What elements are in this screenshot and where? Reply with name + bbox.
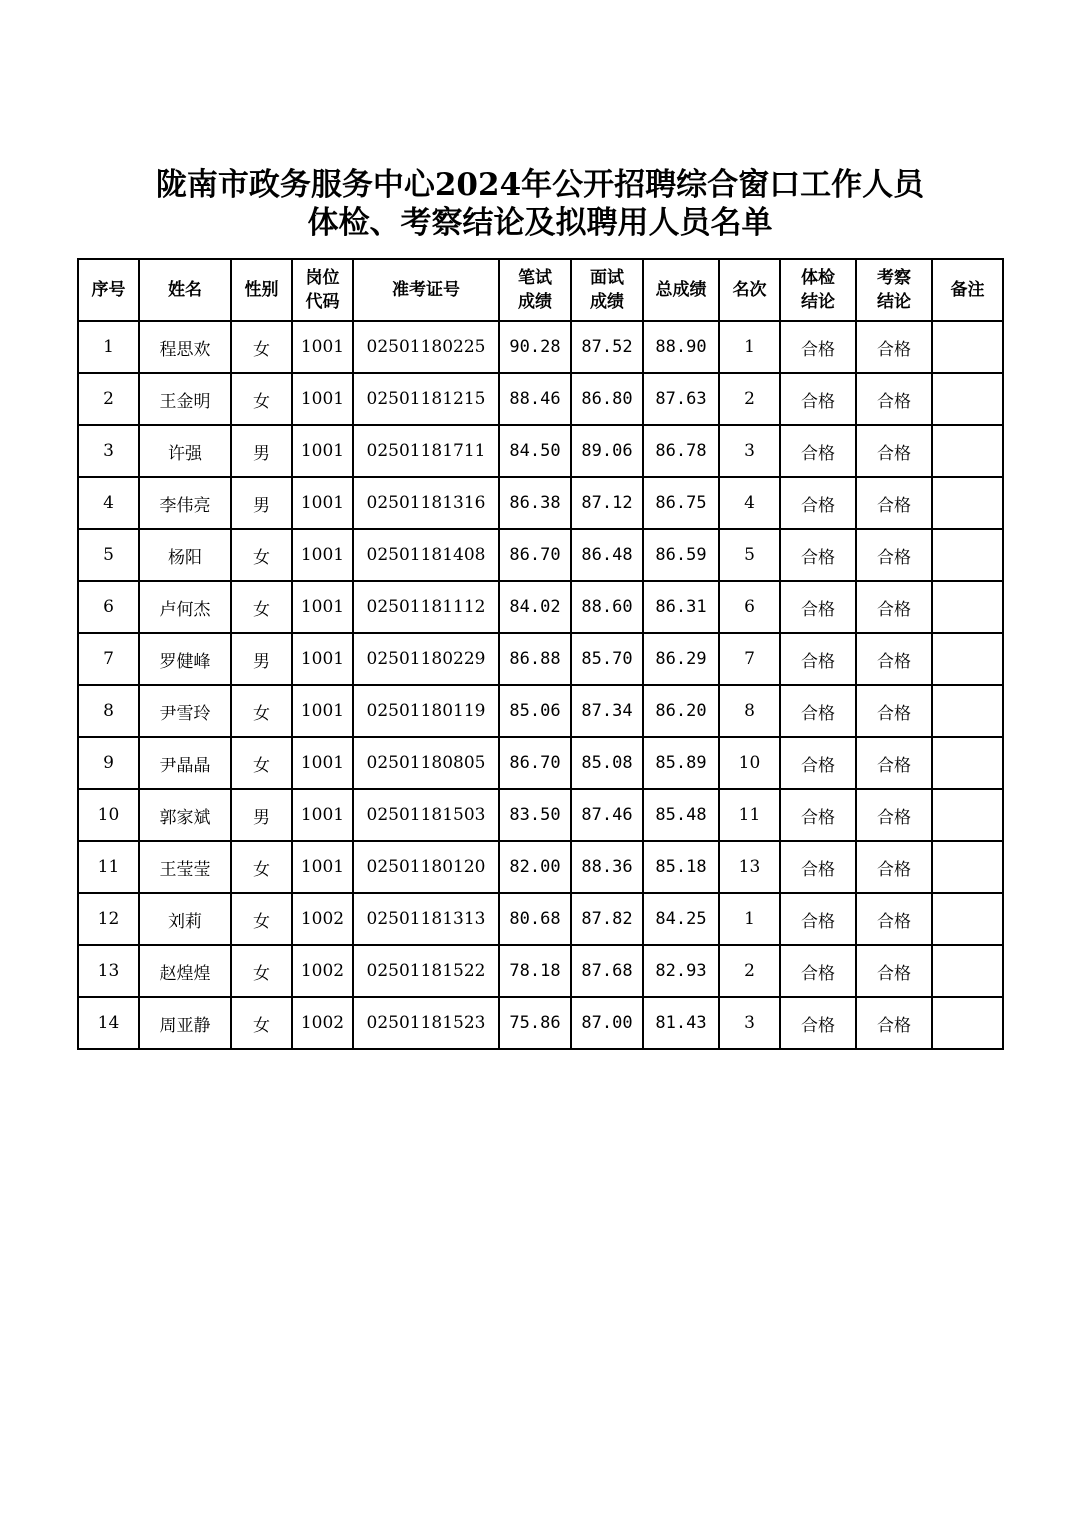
header-physical-result bbox=[780, 259, 856, 321]
cell-exam-number: 02501181112 bbox=[353, 581, 499, 633]
cell-post-code: 1001 bbox=[292, 789, 353, 841]
cell-physical-result: 合格 bbox=[780, 321, 856, 373]
cell-post-code: 1001 bbox=[292, 477, 353, 529]
cell-rank: 3 bbox=[719, 425, 780, 477]
cell-remarks bbox=[932, 841, 1003, 893]
table-row bbox=[78, 529, 1003, 581]
cell-exam-number: 02501181711 bbox=[353, 425, 499, 477]
cell-post-code: 1001 bbox=[292, 633, 353, 685]
cell-rank: 10 bbox=[719, 737, 780, 789]
cell-total-score: 87.63 bbox=[643, 373, 719, 425]
cell-written-score: 84.02 bbox=[499, 581, 571, 633]
cell-remarks bbox=[932, 737, 1003, 789]
cell-physical-result: 合格 bbox=[780, 997, 856, 1049]
cell-inspection-result: 合格 bbox=[856, 581, 932, 633]
cell-remarks bbox=[932, 529, 1003, 581]
cell-remarks bbox=[932, 425, 1003, 477]
table-row bbox=[78, 581, 1003, 633]
table-row bbox=[78, 997, 1003, 1049]
cell-gender: 女 bbox=[231, 945, 292, 997]
cell-rank: 1 bbox=[719, 893, 780, 945]
header-gender: 性别 bbox=[231, 259, 292, 321]
cell-gender: 男 bbox=[231, 477, 292, 529]
cell-physical-result: 合格 bbox=[780, 633, 856, 685]
cell-seq: 1 bbox=[78, 321, 139, 373]
table-row bbox=[78, 633, 1003, 685]
cell-exam-number: 02501181215 bbox=[353, 373, 499, 425]
cell-total-score: 85.48 bbox=[643, 789, 719, 841]
cell-interview-score: 87.52 bbox=[571, 321, 643, 373]
cell-inspection-result: 合格 bbox=[856, 893, 932, 945]
cell-total-score: 85.18 bbox=[643, 841, 719, 893]
cell-inspection-result: 合格 bbox=[856, 997, 932, 1049]
cell-remarks bbox=[932, 373, 1003, 425]
cell-rank: 2 bbox=[719, 945, 780, 997]
cell-written-score: 85.06 bbox=[499, 685, 571, 737]
header-total-score: 总成绩 bbox=[643, 259, 719, 321]
header-written-score bbox=[499, 259, 571, 321]
header-written-line2: 成绩 bbox=[518, 292, 552, 312]
cell-exam-number: 02501181316 bbox=[353, 477, 499, 529]
cell-gender: 男 bbox=[231, 633, 292, 685]
cell-remarks bbox=[932, 685, 1003, 737]
cell-physical-result: 合格 bbox=[780, 581, 856, 633]
hiring-roster-table bbox=[77, 258, 1004, 1050]
table-row bbox=[78, 685, 1003, 737]
cell-inspection-result: 合格 bbox=[856, 425, 932, 477]
cell-inspection-result: 合格 bbox=[856, 945, 932, 997]
cell-seq: 13 bbox=[78, 945, 139, 997]
cell-remarks bbox=[932, 321, 1003, 373]
cell-inspection-result: 合格 bbox=[856, 841, 932, 893]
cell-name: 许强 bbox=[139, 425, 231, 477]
cell-total-score: 86.59 bbox=[643, 529, 719, 581]
cell-rank: 6 bbox=[719, 581, 780, 633]
cell-gender: 女 bbox=[231, 997, 292, 1049]
cell-total-score: 85.89 bbox=[643, 737, 719, 789]
cell-total-score: 82.93 bbox=[643, 945, 719, 997]
cell-written-score: 75.86 bbox=[499, 997, 571, 1049]
cell-name: 尹晶晶 bbox=[139, 737, 231, 789]
cell-rank: 3 bbox=[719, 997, 780, 1049]
cell-seq: 6 bbox=[78, 581, 139, 633]
cell-remarks bbox=[932, 893, 1003, 945]
cell-inspection-result: 合格 bbox=[856, 373, 932, 425]
cell-seq: 3 bbox=[78, 425, 139, 477]
table-row bbox=[78, 945, 1003, 997]
cell-remarks bbox=[932, 581, 1003, 633]
cell-name: 刘莉 bbox=[139, 893, 231, 945]
header-name: 姓名 bbox=[139, 259, 231, 321]
cell-total-score: 88.90 bbox=[643, 321, 719, 373]
cell-rank: 11 bbox=[719, 789, 780, 841]
cell-name: 罗健峰 bbox=[139, 633, 231, 685]
cell-post-code: 1002 bbox=[292, 945, 353, 997]
cell-interview-score: 86.80 bbox=[571, 373, 643, 425]
cell-written-score: 83.50 bbox=[499, 789, 571, 841]
cell-name: 尹雪玲 bbox=[139, 685, 231, 737]
header-inspection-result bbox=[856, 259, 932, 321]
cell-inspection-result: 合格 bbox=[856, 529, 932, 581]
cell-inspection-result: 合格 bbox=[856, 737, 932, 789]
cell-post-code: 1001 bbox=[292, 841, 353, 893]
cell-interview-score: 87.00 bbox=[571, 997, 643, 1049]
cell-seq: 10 bbox=[78, 789, 139, 841]
header-inspection-line2: 结论 bbox=[877, 292, 911, 312]
cell-total-score: 86.20 bbox=[643, 685, 719, 737]
cell-post-code: 1001 bbox=[292, 529, 353, 581]
cell-rank: 2 bbox=[719, 373, 780, 425]
cell-total-score: 86.75 bbox=[643, 477, 719, 529]
header-physical-line2: 结论 bbox=[801, 292, 835, 312]
cell-gender: 女 bbox=[231, 841, 292, 893]
cell-exam-number: 02501180120 bbox=[353, 841, 499, 893]
cell-exam-number: 02501181503 bbox=[353, 789, 499, 841]
cell-exam-number: 02501181408 bbox=[353, 529, 499, 581]
cell-seq: 14 bbox=[78, 997, 139, 1049]
cell-gender: 女 bbox=[231, 893, 292, 945]
cell-name: 王莹莹 bbox=[139, 841, 231, 893]
cell-gender: 女 bbox=[231, 373, 292, 425]
cell-seq: 5 bbox=[78, 529, 139, 581]
header-seq: 序号 bbox=[78, 259, 139, 321]
table-row bbox=[78, 477, 1003, 529]
cell-post-code: 1002 bbox=[292, 893, 353, 945]
table-row bbox=[78, 789, 1003, 841]
header-remarks: 备注 bbox=[932, 259, 1003, 321]
cell-exam-number: 02501180805 bbox=[353, 737, 499, 789]
cell-remarks bbox=[932, 945, 1003, 997]
cell-interview-score: 87.68 bbox=[571, 945, 643, 997]
header-inspection-line1: 考察 bbox=[877, 268, 911, 288]
cell-physical-result: 合格 bbox=[780, 737, 856, 789]
cell-written-score: 86.70 bbox=[499, 529, 571, 581]
cell-remarks bbox=[932, 789, 1003, 841]
document-title-line1: 陇南市政务服务中心2024年公开招聘综合窗口工作人员 bbox=[155, 167, 925, 203]
cell-seq: 2 bbox=[78, 373, 139, 425]
cell-interview-score: 87.34 bbox=[571, 685, 643, 737]
cell-gender: 女 bbox=[231, 737, 292, 789]
table-row bbox=[78, 841, 1003, 893]
cell-interview-score: 88.60 bbox=[571, 581, 643, 633]
cell-post-code: 1001 bbox=[292, 737, 353, 789]
table-row bbox=[78, 737, 1003, 789]
header-exam-number: 准考证号 bbox=[353, 259, 499, 321]
cell-gender: 男 bbox=[231, 425, 292, 477]
cell-name: 郭家斌 bbox=[139, 789, 231, 841]
table-row bbox=[78, 373, 1003, 425]
cell-physical-result: 合格 bbox=[780, 529, 856, 581]
table-header-row bbox=[78, 259, 1003, 321]
cell-seq: 4 bbox=[78, 477, 139, 529]
cell-written-score: 88.46 bbox=[499, 373, 571, 425]
cell-gender: 女 bbox=[231, 321, 292, 373]
cell-interview-score: 85.08 bbox=[571, 737, 643, 789]
cell-physical-result: 合格 bbox=[780, 789, 856, 841]
cell-gender: 男 bbox=[231, 789, 292, 841]
cell-physical-result: 合格 bbox=[780, 945, 856, 997]
cell-physical-result: 合格 bbox=[780, 893, 856, 945]
cell-exam-number: 02501181313 bbox=[353, 893, 499, 945]
cell-gender: 女 bbox=[231, 581, 292, 633]
cell-name: 王金明 bbox=[139, 373, 231, 425]
header-written-line1: 笔试 bbox=[518, 268, 552, 288]
cell-name: 李伟亮 bbox=[139, 477, 231, 529]
cell-physical-result: 合格 bbox=[780, 685, 856, 737]
cell-total-score: 84.25 bbox=[643, 893, 719, 945]
header-interview-score bbox=[571, 259, 643, 321]
cell-rank: 13 bbox=[719, 841, 780, 893]
cell-interview-score: 88.36 bbox=[571, 841, 643, 893]
header-post-code-line1: 岗位 bbox=[305, 268, 340, 288]
cell-written-score: 80.68 bbox=[499, 893, 571, 945]
cell-interview-score: 89.06 bbox=[571, 425, 643, 477]
header-post-code-line2: 代码 bbox=[305, 292, 340, 312]
cell-total-score: 86.78 bbox=[643, 425, 719, 477]
cell-seq: 9 bbox=[78, 737, 139, 789]
cell-inspection-result: 合格 bbox=[856, 633, 932, 685]
cell-written-score: 78.18 bbox=[499, 945, 571, 997]
header-post-code bbox=[292, 259, 353, 321]
cell-seq: 7 bbox=[78, 633, 139, 685]
cell-rank: 5 bbox=[719, 529, 780, 581]
cell-name: 卢何杰 bbox=[139, 581, 231, 633]
header-interview-line1: 面试 bbox=[590, 268, 624, 288]
cell-inspection-result: 合格 bbox=[856, 789, 932, 841]
cell-seq: 8 bbox=[78, 685, 139, 737]
cell-post-code: 1002 bbox=[292, 997, 353, 1049]
cell-interview-score: 85.70 bbox=[571, 633, 643, 685]
header-rank: 名次 bbox=[719, 259, 780, 321]
cell-exam-number: 02501181522 bbox=[353, 945, 499, 997]
cell-gender: 女 bbox=[231, 685, 292, 737]
cell-remarks bbox=[932, 477, 1003, 529]
cell-exam-number: 02501180225 bbox=[353, 321, 499, 373]
cell-rank: 4 bbox=[719, 477, 780, 529]
table-row bbox=[78, 425, 1003, 477]
cell-written-score: 82.00 bbox=[499, 841, 571, 893]
cell-physical-result: 合格 bbox=[780, 373, 856, 425]
cell-post-code: 1001 bbox=[292, 685, 353, 737]
cell-exam-number: 02501181523 bbox=[353, 997, 499, 1049]
cell-total-score: 86.29 bbox=[643, 633, 719, 685]
cell-total-score: 86.31 bbox=[643, 581, 719, 633]
cell-seq: 11 bbox=[78, 841, 139, 893]
cell-rank: 8 bbox=[719, 685, 780, 737]
cell-interview-score: 86.48 bbox=[571, 529, 643, 581]
cell-interview-score: 87.46 bbox=[571, 789, 643, 841]
cell-written-score: 84.50 bbox=[499, 425, 571, 477]
cell-post-code: 1001 bbox=[292, 425, 353, 477]
table-body bbox=[78, 321, 1003, 1049]
cell-written-score: 86.38 bbox=[499, 477, 571, 529]
cell-physical-result: 合格 bbox=[780, 425, 856, 477]
cell-exam-number: 02501180229 bbox=[353, 633, 499, 685]
cell-gender: 女 bbox=[231, 529, 292, 581]
cell-written-score: 90.28 bbox=[499, 321, 571, 373]
document-title-line2: 体检、考察结论及拟聘用人员名单 bbox=[307, 205, 773, 241]
cell-name: 程思欢 bbox=[139, 321, 231, 373]
cell-interview-score: 87.82 bbox=[571, 893, 643, 945]
cell-remarks bbox=[932, 633, 1003, 685]
cell-post-code: 1001 bbox=[292, 321, 353, 373]
cell-post-code: 1001 bbox=[292, 373, 353, 425]
cell-post-code: 1001 bbox=[292, 581, 353, 633]
table-row bbox=[78, 321, 1003, 373]
header-physical-line1: 体检 bbox=[801, 268, 835, 288]
table-row bbox=[78, 893, 1003, 945]
header-interview-line2: 成绩 bbox=[590, 292, 624, 312]
cell-name: 周亚静 bbox=[139, 997, 231, 1049]
cell-seq: 12 bbox=[78, 893, 139, 945]
cell-remarks bbox=[932, 997, 1003, 1049]
cell-physical-result: 合格 bbox=[780, 841, 856, 893]
cell-rank: 1 bbox=[719, 321, 780, 373]
cell-total-score: 81.43 bbox=[643, 997, 719, 1049]
cell-name: 杨阳 bbox=[139, 529, 231, 581]
cell-rank: 7 bbox=[719, 633, 780, 685]
cell-written-score: 86.70 bbox=[499, 737, 571, 789]
cell-inspection-result: 合格 bbox=[856, 685, 932, 737]
cell-physical-result: 合格 bbox=[780, 477, 856, 529]
cell-inspection-result: 合格 bbox=[856, 477, 932, 529]
cell-written-score: 86.88 bbox=[499, 633, 571, 685]
cell-exam-number: 02501180119 bbox=[353, 685, 499, 737]
cell-inspection-result: 合格 bbox=[856, 321, 932, 373]
cell-interview-score: 87.12 bbox=[571, 477, 643, 529]
cell-name: 赵煌煌 bbox=[139, 945, 231, 997]
